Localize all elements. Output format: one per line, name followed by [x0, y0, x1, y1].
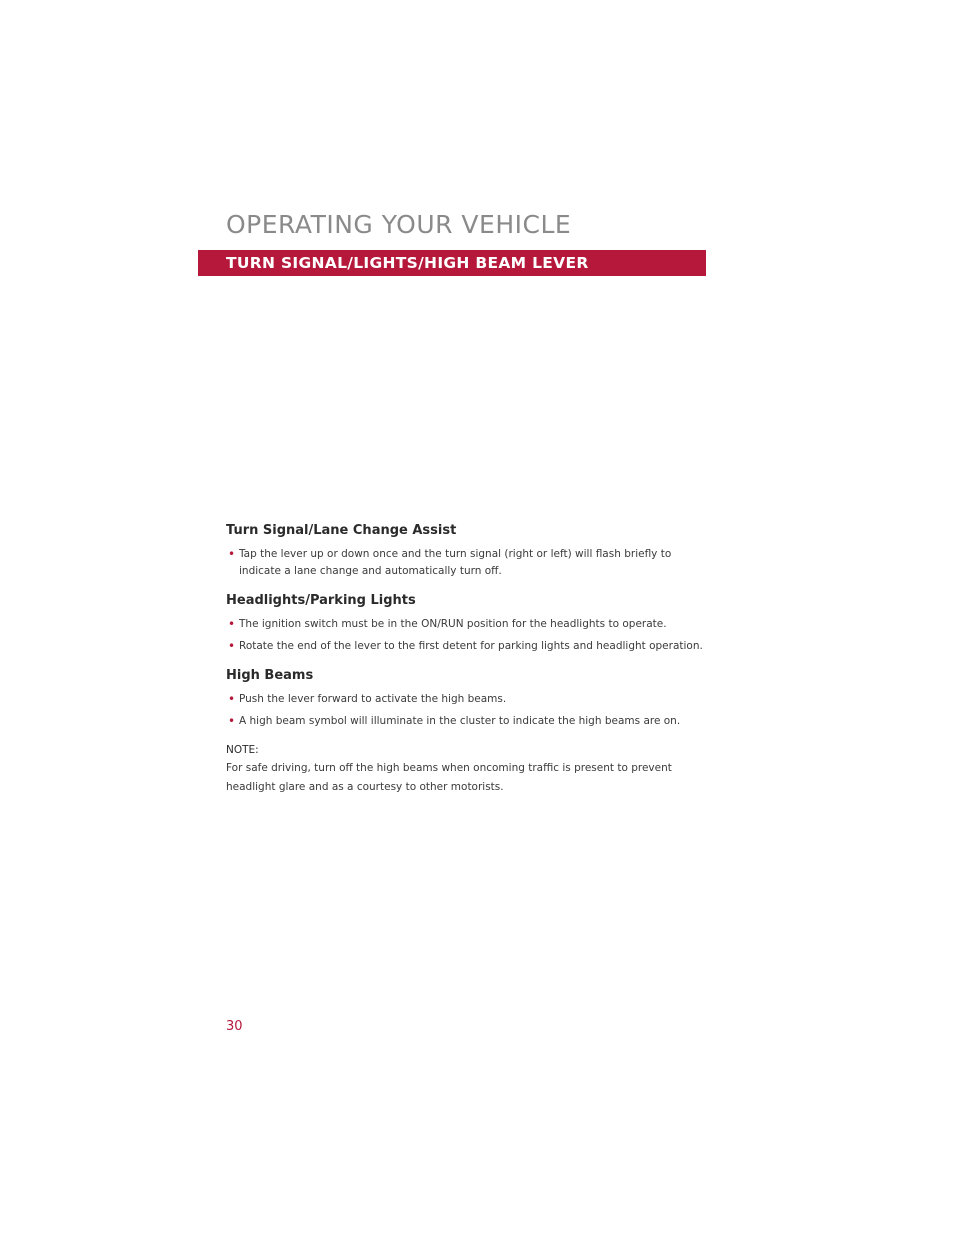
banner-title: TURN SIGNAL/LIGHTS/HIGH BEAM LEVER	[226, 254, 589, 272]
note-label: NOTE:	[226, 744, 259, 756]
bullet-list-turn-signal	[226, 546, 706, 580]
bullet-icon: •	[228, 547, 236, 561]
list-item-text: A high beam symbol will illuminate in the cluster to indicate the high beams are on.	[239, 715, 681, 727]
list-item-text: The ignition switch must be in the ON/RUN position for the headlights to operate.	[239, 618, 667, 630]
page-number: 30	[226, 1019, 243, 1034]
bullet-icon: •	[228, 714, 236, 728]
heading-turn-signal: Turn Signal/Lane Change Assist	[226, 523, 457, 538]
bullet-icon: •	[228, 639, 236, 653]
bullet-icon: •	[228, 692, 236, 706]
list-item-text: Tap the lever up or down once and the turn signal (right or left) will flash briefly to indicate a lane change and automatically turn off.	[239, 548, 672, 577]
bullet-icon: •	[228, 617, 236, 631]
note-text: For safe driving, turn off the high beams when oncoming traffic is present to prevent headlight glare and as a courtesy to other motorists.	[226, 762, 672, 793]
list-item	[226, 638, 706, 655]
content-body	[226, 522, 706, 797]
heading-high-beams: High Beams	[226, 668, 314, 683]
bullet-list-headlights	[226, 616, 706, 655]
list-item-text: Rotate the end of the lever to the first detent for parking lights and headlight operation.	[239, 640, 703, 652]
banner	[198, 250, 706, 276]
bullet-list-high-beams	[226, 691, 706, 730]
list-item	[226, 616, 706, 633]
list-item	[226, 546, 706, 580]
heading-headlights: Headlights/Parking Lights	[226, 593, 416, 608]
list-item-text: Push the lever forward to activate the high beams.	[239, 693, 507, 705]
list-item	[226, 713, 706, 730]
list-item	[226, 691, 706, 708]
section-title: OPERATING YOUR VEHICLE	[226, 210, 572, 239]
